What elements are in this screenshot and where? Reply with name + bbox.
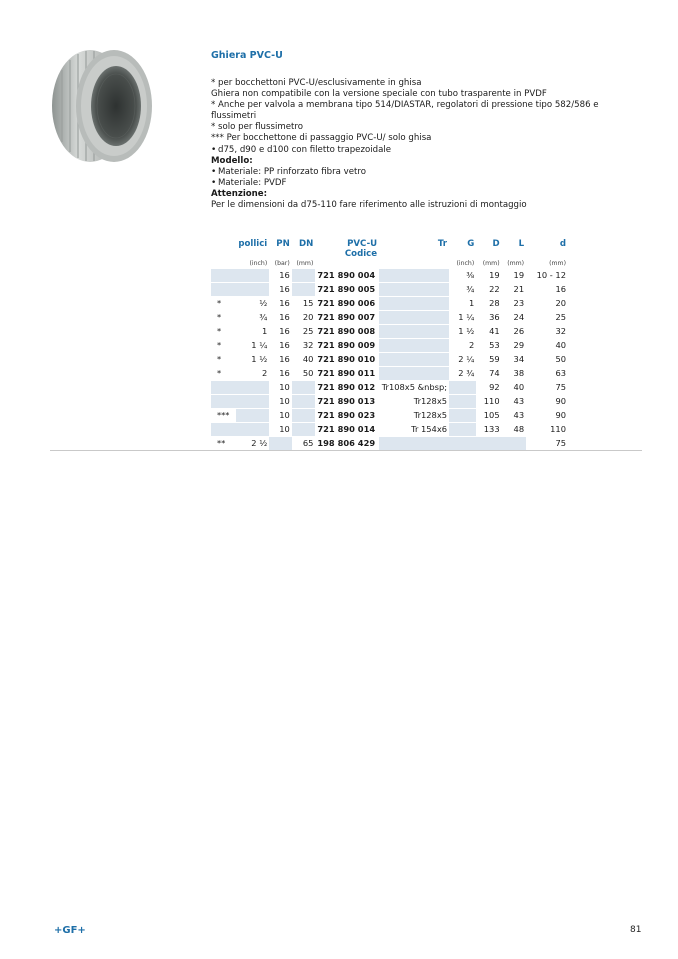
- cell-code: 721 890 004: [315, 269, 379, 283]
- table-row: [211, 283, 568, 297]
- cell-dn: 50: [292, 367, 316, 381]
- cell-tr: [379, 283, 449, 297]
- cell-pn: 16: [269, 325, 292, 339]
- description-line: • Materiale: PVDF: [211, 178, 641, 189]
- header-pollici-sub: [236, 249, 269, 259]
- cell-tr: Tr128x5: [379, 395, 449, 409]
- cell-pn: 16: [269, 283, 292, 297]
- table-row: [211, 423, 568, 437]
- pvc-union-nut-image: [50, 48, 156, 164]
- cell-d-outer: 36: [476, 311, 501, 325]
- cell-l: 21: [502, 283, 526, 297]
- cell-l: 24: [502, 311, 526, 325]
- header-dn: DN: [299, 239, 314, 249]
- cell-tr: [379, 325, 449, 339]
- cell-dn: 20: [292, 311, 316, 325]
- cell-pn: 10: [269, 395, 292, 409]
- cell-code: 721 890 007: [315, 311, 379, 325]
- description-line: *** Per bocchettone di passaggio PVC-U/ solo ghisa: [211, 133, 432, 144]
- cell-pollici: [236, 395, 269, 409]
- cell-d-outer: 28: [476, 297, 501, 311]
- cell-g: [449, 423, 476, 437]
- cell-tr: [379, 297, 449, 311]
- table-row: [211, 269, 568, 283]
- header-l-unit: (mm): [507, 260, 525, 267]
- cell-tr: [379, 353, 449, 367]
- cell-dn: 65: [292, 437, 316, 451]
- cell-d-outer: 74: [476, 367, 501, 381]
- cell-l: 19: [502, 269, 526, 283]
- cell-pn: [269, 437, 292, 451]
- cell-g: 2 ¾: [449, 367, 476, 381]
- description-line: Per le dimensioni da d75-110 fare riferimento alle istruzioni di montaggio: [211, 200, 527, 211]
- cell-d-inner: 63: [526, 367, 568, 381]
- cell-pn: 16: [269, 269, 292, 283]
- table-row: [211, 297, 568, 311]
- cell-l: 43: [502, 395, 526, 409]
- cell-tr: [379, 269, 449, 283]
- cell-dn: [292, 395, 316, 409]
- cell-mark: [211, 423, 236, 437]
- description-line: • Materiale: PP rinforzato fibra vetro: [211, 167, 641, 178]
- cell-g: [449, 437, 476, 451]
- header-code-sub: Codice: [344, 249, 378, 259]
- header-d-inner-sub: [526, 249, 568, 259]
- cell-tr: Tr 154x6: [379, 423, 449, 437]
- table-row: [211, 367, 568, 381]
- cell-g: ¾: [449, 283, 476, 297]
- cell-tr: [379, 437, 449, 451]
- cell-pn: 16: [269, 367, 292, 381]
- cell-d-outer: 59: [476, 353, 501, 367]
- cell-d-outer: [476, 437, 501, 451]
- cell-d-inner: 75: [526, 437, 568, 451]
- section-heading: Modello:: [211, 155, 253, 166]
- header-sub-row: [211, 249, 568, 259]
- cell-pn: 16: [269, 311, 292, 325]
- cell-pn: 10: [269, 381, 292, 395]
- cell-mark: **: [211, 437, 236, 451]
- cell-d-inner: 75: [526, 381, 568, 395]
- table-row: [211, 325, 568, 339]
- cell-code: 198 806 429: [315, 437, 379, 451]
- cell-code: 721 890 023: [315, 409, 379, 423]
- header-code-unit: [315, 259, 379, 269]
- cell-pn: 16: [269, 297, 292, 311]
- cell-l: 43: [502, 409, 526, 423]
- header-mark-sub: [211, 249, 236, 259]
- table-row: [211, 311, 568, 325]
- cell-d-inner: 40: [526, 339, 568, 353]
- description-line: * per bocchettoni PVC-U/esclusivamente in ghisa: [211, 78, 422, 88]
- cell-pn: 10: [269, 409, 292, 423]
- header-l: L: [518, 239, 525, 249]
- section-heading: Attenzione:: [211, 188, 268, 199]
- cell-tr: [379, 311, 449, 325]
- header-dn-unit: (mm): [296, 260, 314, 267]
- cell-d-outer: 110: [476, 395, 501, 409]
- header-l-sub: [502, 249, 526, 259]
- cell-d-inner: 25: [526, 311, 568, 325]
- cell-d-outer: 133: [476, 423, 501, 437]
- cell-mark: [211, 283, 236, 297]
- product-title: Ghiera PVC-U: [211, 50, 283, 61]
- header-g: G: [467, 239, 475, 249]
- description-line: flussimetri: [211, 111, 257, 122]
- cell-pollici: ½: [236, 297, 269, 311]
- cell-mark: ***: [211, 409, 236, 423]
- cell-dn: [292, 269, 316, 283]
- units-row: [211, 259, 568, 269]
- cell-tr: Tr128x5: [379, 409, 449, 423]
- header-d-outer: D: [492, 239, 500, 249]
- header-mark-unit: [211, 259, 236, 269]
- table-row: [211, 381, 568, 395]
- table-row: [211, 395, 568, 409]
- cell-pollici: [236, 409, 269, 423]
- header-g-sub: [449, 249, 476, 259]
- cell-dn: [292, 423, 316, 437]
- cell-dn: [292, 381, 316, 395]
- description-line: * Anche per valvola a membrana tipo 514/DIASTAR, regolatori di pressione tipo 582/586 e: [211, 100, 599, 111]
- header-d-inner-unit: (mm): [549, 260, 566, 267]
- table-row: [211, 339, 568, 353]
- page-number: 81: [630, 925, 642, 935]
- cell-tr: Tr108x5 &nbsp;: [379, 381, 449, 395]
- cell-pollici: 1: [236, 325, 269, 339]
- cell-g: 1: [449, 297, 476, 311]
- cell-pn: 16: [269, 339, 292, 353]
- cell-d-inner: 90: [526, 395, 568, 409]
- header-row: [211, 239, 568, 249]
- cell-dn: 15: [292, 297, 316, 311]
- cell-l: [502, 437, 526, 451]
- cell-g: [449, 409, 476, 423]
- cell-d-outer: 92: [476, 381, 501, 395]
- cell-code: 721 890 008: [315, 325, 379, 339]
- cell-code: 721 890 011: [315, 367, 379, 381]
- header-pn-sub: [269, 249, 292, 259]
- cell-code: 721 890 014: [315, 423, 379, 437]
- cell-l: 48: [502, 423, 526, 437]
- cell-dn: 25: [292, 325, 316, 339]
- cell-mark: *: [211, 325, 236, 339]
- product-description: [211, 50, 641, 211]
- cell-dn: 40: [292, 353, 316, 367]
- cell-d-inner: 50: [526, 353, 568, 367]
- cell-d-outer: 22: [476, 283, 501, 297]
- header-d-inner: d: [559, 239, 566, 249]
- cell-mark: *: [211, 353, 236, 367]
- cell-dn: 32: [292, 339, 316, 353]
- table-row: [211, 353, 568, 367]
- description-line: * solo per flussimetro: [211, 122, 303, 133]
- cell-g: 2: [449, 339, 476, 353]
- cell-l: 23: [502, 297, 526, 311]
- cell-pollici: 1 ¼: [236, 339, 269, 353]
- cell-pollici: [236, 423, 269, 437]
- table-row: [211, 409, 568, 423]
- cell-g: 1 ½: [449, 325, 476, 339]
- cell-l: 34: [502, 353, 526, 367]
- header-d-outer-sub: [476, 249, 501, 259]
- cell-code: 721 890 006: [315, 297, 379, 311]
- description-line: Ghiera non compatibile con la versione speciale con tubo trasparente in PVDF: [211, 89, 547, 100]
- cell-pollici: [236, 381, 269, 395]
- cell-code: 721 890 013: [315, 395, 379, 409]
- cell-pollici: 2: [236, 367, 269, 381]
- cell-d-inner: 90: [526, 409, 568, 423]
- cell-pollici: 1 ½: [236, 353, 269, 367]
- cell-mark: *: [211, 367, 236, 381]
- header-pn: PN: [276, 239, 290, 249]
- header-dn-sub: [292, 249, 316, 259]
- cell-l: 26: [502, 325, 526, 339]
- cell-dn: [292, 283, 316, 297]
- divider: [50, 450, 642, 451]
- cell-d-outer: 41: [476, 325, 501, 339]
- header-mark: [211, 239, 236, 249]
- cell-dn: [292, 409, 316, 423]
- cell-d-inner: 110: [526, 423, 568, 437]
- header-d-outer-unit: (mm): [482, 260, 500, 267]
- cell-g: [449, 395, 476, 409]
- cell-code: 721 890 010: [315, 353, 379, 367]
- cell-g: [449, 381, 476, 395]
- description-line: • d75, d90 e d100 con filetto trapezoidale: [211, 145, 641, 156]
- cell-mark: [211, 269, 236, 283]
- cell-l: 38: [502, 367, 526, 381]
- header-pollici: pollici: [238, 239, 268, 249]
- specs-table: [211, 239, 568, 451]
- header-pollici-unit: (inch): [249, 260, 268, 267]
- cell-tr: [379, 367, 449, 381]
- cell-l: 29: [502, 339, 526, 353]
- cell-pollici: ¾: [236, 311, 269, 325]
- cell-pollici: 2 ½: [236, 437, 269, 451]
- cell-d-outer: 53: [476, 339, 501, 353]
- header-g-unit: (inch): [456, 260, 475, 267]
- description-block: [211, 78, 641, 211]
- cell-mark: *: [211, 297, 236, 311]
- cell-pollici: [236, 269, 269, 283]
- cell-mark: *: [211, 311, 236, 325]
- header-code: PVC-U: [347, 239, 378, 249]
- cell-d-inner: 10 - 12: [526, 269, 568, 283]
- cell-d-inner: 20: [526, 297, 568, 311]
- cell-d-inner: 16: [526, 283, 568, 297]
- header-tr: Tr: [437, 239, 448, 249]
- cell-d-inner: 32: [526, 325, 568, 339]
- cell-mark: *: [211, 339, 236, 353]
- cell-g: 1 ¼: [449, 311, 476, 325]
- cell-pollici: [236, 283, 269, 297]
- cell-d-outer: 19: [476, 269, 501, 283]
- cell-g: ⅜: [449, 269, 476, 283]
- header-tr-unit: [379, 259, 449, 269]
- cell-d-outer: 105: [476, 409, 501, 423]
- cell-code: 721 890 009: [315, 339, 379, 353]
- cell-code: 721 890 012: [315, 381, 379, 395]
- cell-mark: [211, 381, 236, 395]
- cell-tr: [379, 339, 449, 353]
- cell-mark: [211, 395, 236, 409]
- gf-logo: +GF+: [54, 925, 86, 936]
- header-pn-unit: (bar): [274, 260, 290, 267]
- cell-pn: 10: [269, 423, 292, 437]
- cell-g: 2 ¼: [449, 353, 476, 367]
- cell-code: 721 890 005: [315, 283, 379, 297]
- cell-l: 40: [502, 381, 526, 395]
- header-tr-sub: [379, 249, 449, 259]
- table-row: [211, 437, 568, 451]
- cell-pn: 16: [269, 353, 292, 367]
